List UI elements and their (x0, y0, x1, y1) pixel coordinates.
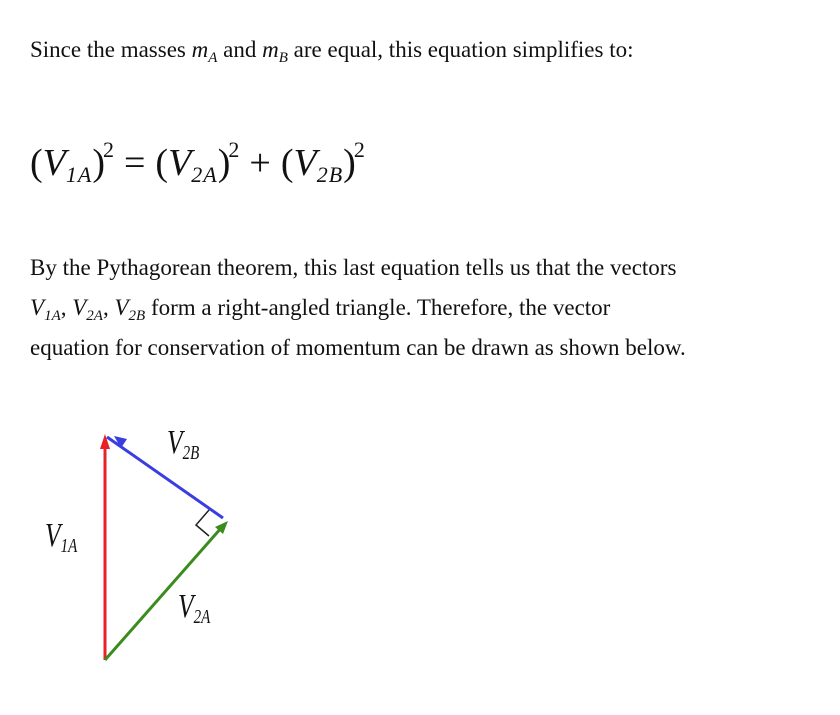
label-v1a: V1A (45, 517, 78, 557)
intro-text-1: Since the masses (30, 37, 192, 62)
eq-rhs-2: $(V2B)^2$ (280, 137, 365, 187)
vector-v2a-inline: $V_{2A}$ (72, 295, 103, 324)
eq-rhs-1: $(V2A)^2$ (155, 137, 240, 187)
mass-b-symbol: $m_B$ (262, 37, 288, 66)
vector-v1a-inline: $V_{1A}$ (30, 295, 61, 324)
right-angle-marker (196, 510, 209, 536)
vector-v2b-inline: $V_{2B}$ (114, 295, 146, 324)
explanation-line-2: $V_{1A}$, $V_{2A}$, $V_{2B}$ form a right-angled triangle. Therefore, the vector (30, 295, 611, 324)
eq-plus: + (249, 142, 271, 184)
vector-v2b-line (107, 437, 223, 518)
intro-text-2: and (217, 37, 263, 62)
intro-text-3: are equal, this equation simplifies to: (287, 37, 634, 62)
explanation-line-3: equation for conservation of momentum can be drawn as shown below. (30, 335, 686, 360)
label-v2a: V2A (178, 588, 211, 628)
mass-a-symbol: $m_A$ (191, 37, 218, 66)
eq-equals: = (123, 142, 146, 184)
label-v2b: V2B (167, 424, 200, 464)
explanation-line-1: By the Pythagorean theorem, this last equation tells us that the vectors (30, 255, 677, 280)
eq-lhs: $(V1A)^2$ (30, 137, 114, 187)
